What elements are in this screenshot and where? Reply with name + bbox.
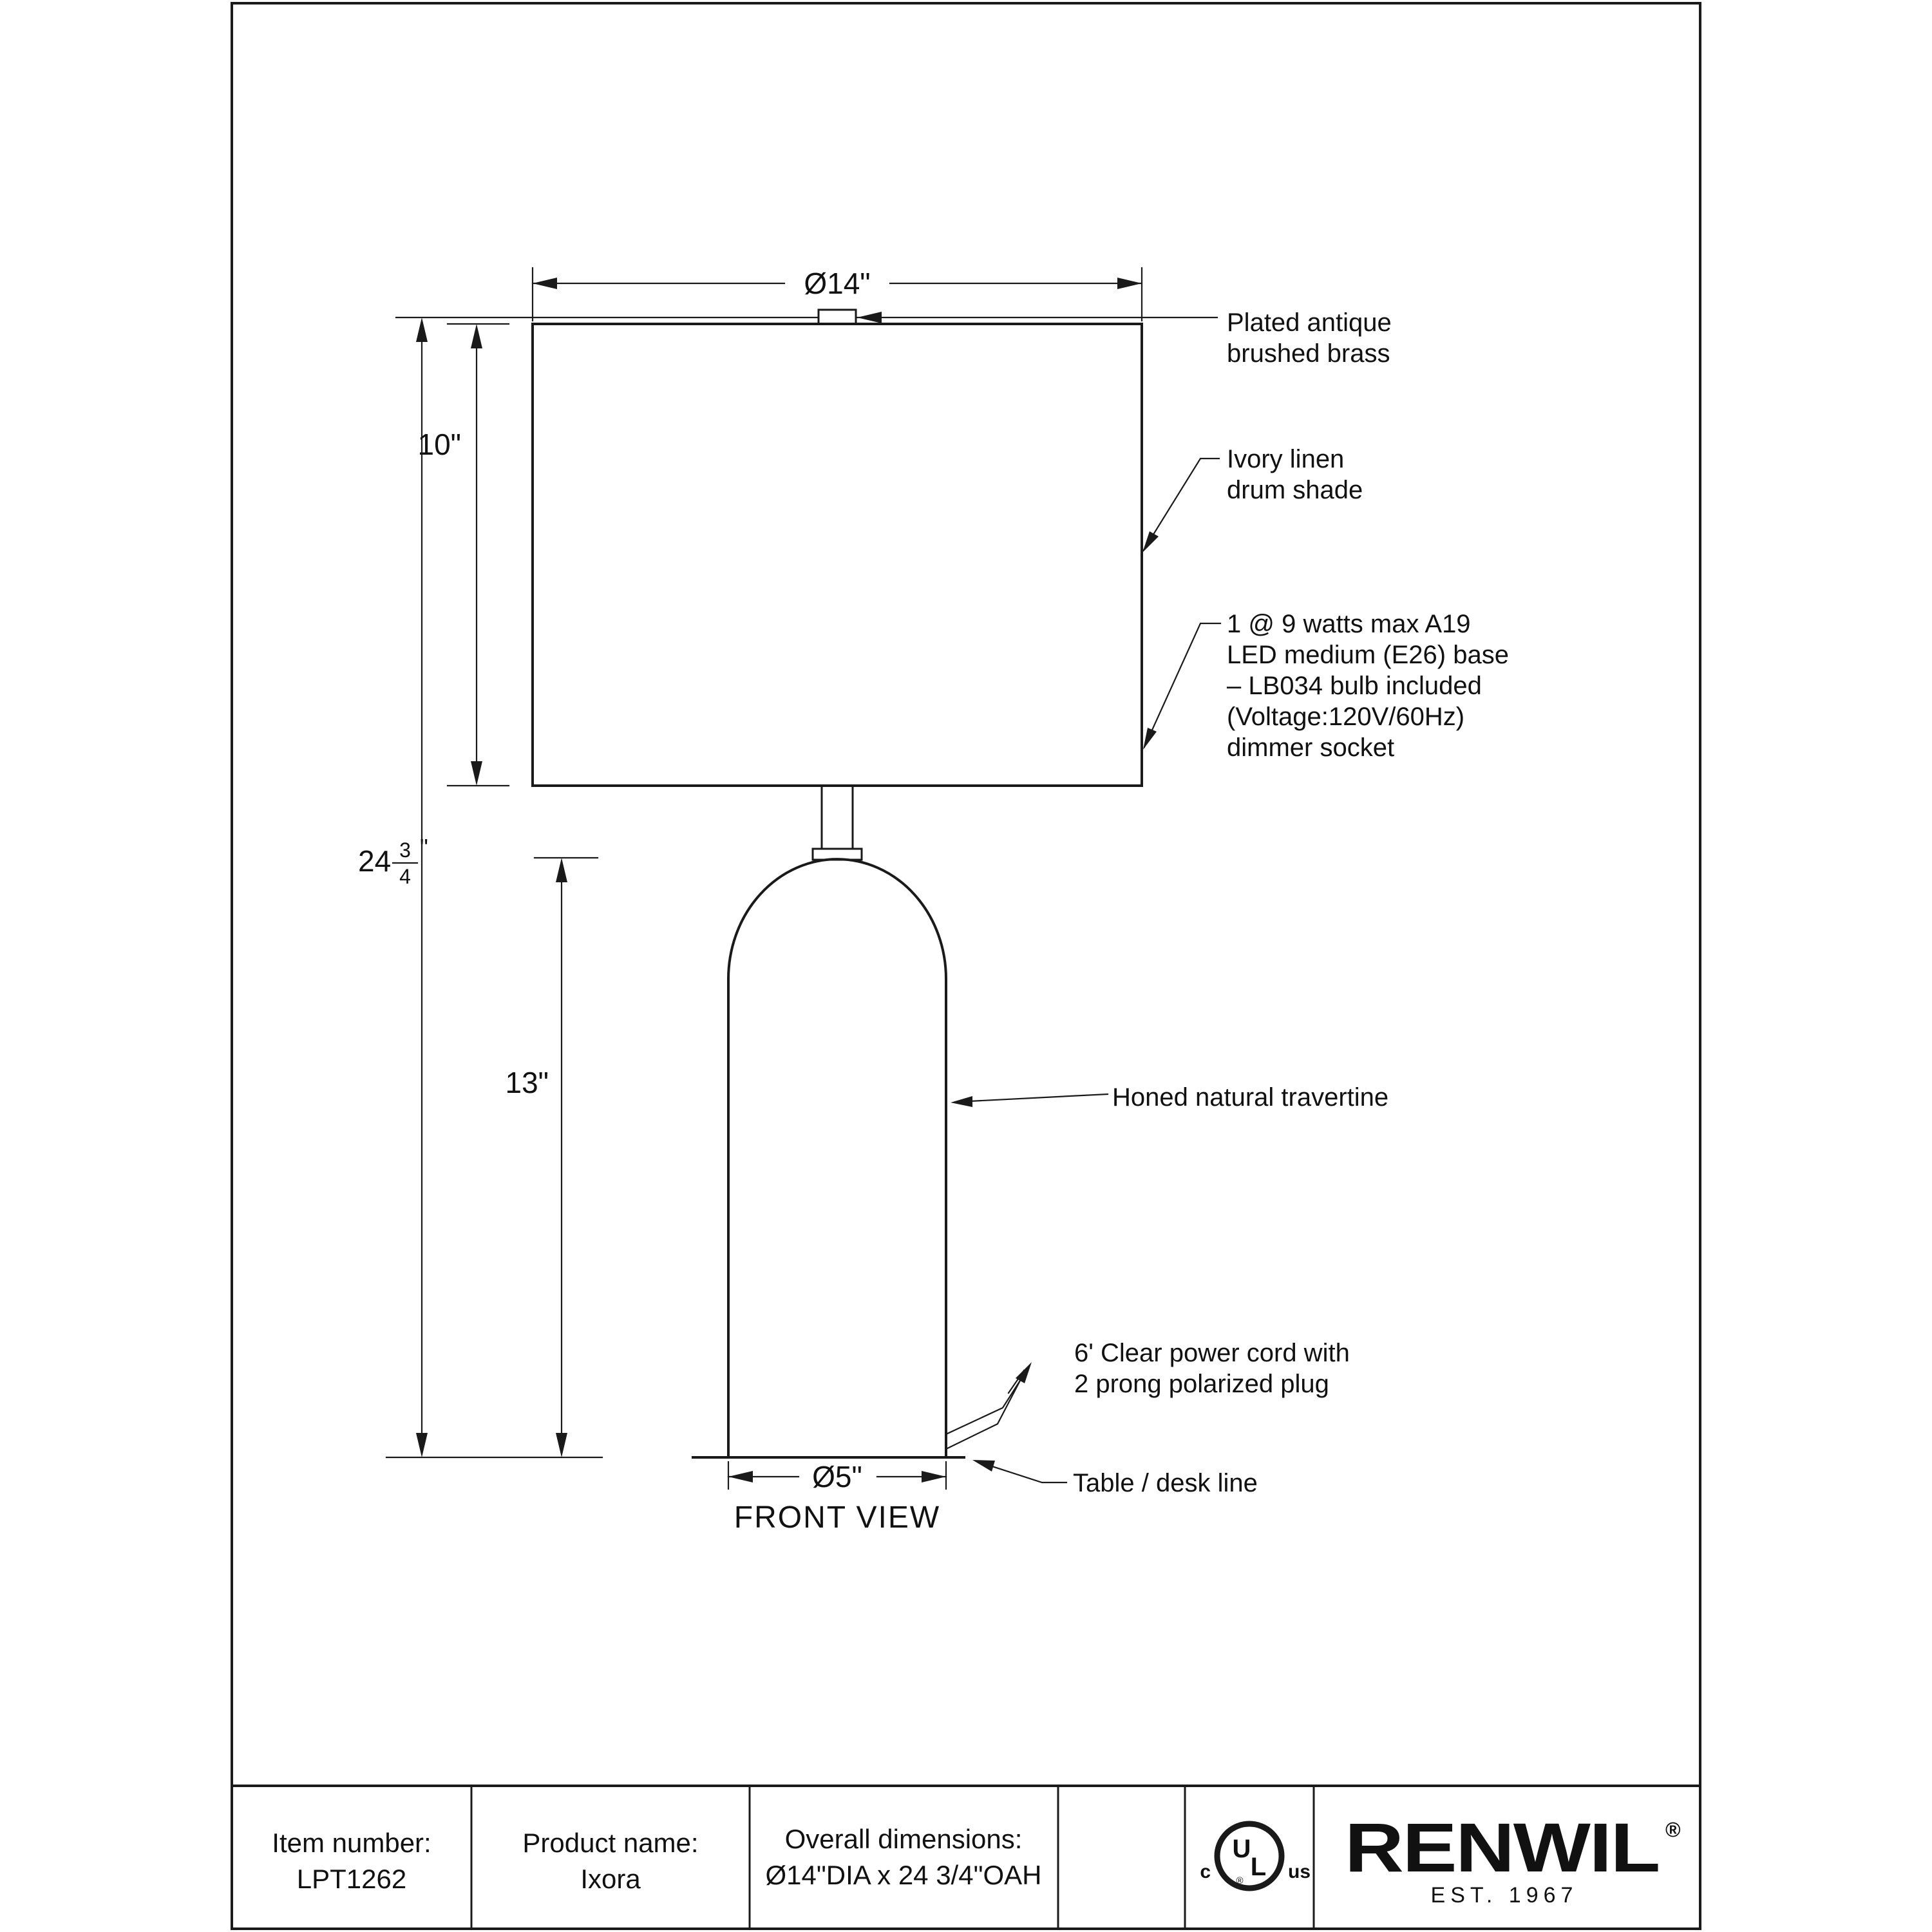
dimension-overall-height bbox=[358, 317, 602, 1457]
bulb-callout-line5: dimmer socket bbox=[1227, 734, 1395, 762]
bulb-leader-arrowhead bbox=[1143, 728, 1157, 750]
body-leader-line bbox=[957, 1094, 1108, 1102]
dimension-text-shade-diameter: Ø14" bbox=[804, 267, 871, 300]
title-block-cell-brand bbox=[1345, 1808, 1681, 1908]
dimension-text-overall-unit: " bbox=[420, 834, 428, 860]
finial-callout-line1: Plated antique bbox=[1227, 308, 1392, 337]
dimension-text-base-diameter: Ø5" bbox=[812, 1460, 862, 1493]
dimension-text-shade-height: 10" bbox=[417, 428, 461, 461]
arrowhead bbox=[471, 761, 482, 786]
front-view-caption: FRONT VIEW bbox=[734, 1501, 941, 1535]
arrowhead bbox=[556, 1433, 567, 1457]
drum-shade-outline bbox=[533, 324, 1142, 786]
body-callout: Honed natural travertine bbox=[1112, 1083, 1389, 1112]
dimension-base-diameter bbox=[728, 1460, 946, 1493]
power-cord-lower-line bbox=[946, 1378, 1021, 1449]
item-number-value: LPT1262 bbox=[296, 1864, 407, 1894]
bulb-leader-line bbox=[1144, 623, 1220, 747]
bulb-callout-line4: (Voltage:120V/60Hz) bbox=[1227, 703, 1465, 731]
ul-letter-l: L bbox=[1250, 1853, 1267, 1881]
title-block-cell-overall-dimensions bbox=[765, 1824, 1041, 1890]
bulb-callout-line2: LED medium (E26) base bbox=[1227, 641, 1509, 669]
ul-us-mark: us bbox=[1288, 1861, 1311, 1882]
dimension-shade-height bbox=[418, 324, 509, 786]
shade-callout-line2: drum shade bbox=[1227, 476, 1363, 504]
arrowhead bbox=[533, 278, 557, 289]
dimension-text-overall-whole: 24 bbox=[358, 844, 392, 878]
brand-logo-text: RENWIL bbox=[1345, 1808, 1659, 1886]
dimension-text-body-height: 13" bbox=[505, 1066, 549, 1099]
arrowhead bbox=[471, 324, 482, 348]
item-number-label: Item number: bbox=[272, 1828, 431, 1858]
table-callout: Table / desk line bbox=[1073, 1469, 1258, 1497]
finial-leader-arrowhead bbox=[857, 312, 882, 323]
overall-dimensions-value: Ø14"DIA x 24 3/4"OAH bbox=[765, 1860, 1042, 1890]
product-name-label: Product name: bbox=[522, 1828, 699, 1858]
lamp-front-view bbox=[396, 310, 1217, 1457]
title-block-cell-certification bbox=[1200, 1824, 1311, 1888]
arrowhead bbox=[1117, 278, 1142, 289]
title-block-cell-item-number bbox=[272, 1828, 431, 1894]
arrowhead bbox=[728, 1471, 753, 1482]
bulb-callout-line1: 1 @ 9 watts max A19 bbox=[1227, 610, 1471, 638]
table-leader-arrowhead bbox=[972, 1460, 995, 1472]
cord-callout-line1: 6' Clear power cord with bbox=[1074, 1339, 1350, 1367]
product-name-value: Ixora bbox=[580, 1864, 641, 1894]
power-cord-upper-line bbox=[946, 1370, 1027, 1434]
arrowhead bbox=[556, 858, 567, 882]
arrowhead bbox=[922, 1471, 946, 1482]
spec-sheet-frame bbox=[232, 3, 1700, 1929]
title-block bbox=[272, 1808, 1681, 1908]
power-cord bbox=[946, 1362, 1032, 1449]
callout-leaders bbox=[951, 459, 1220, 1482]
ul-registered-mark: ® bbox=[1236, 1875, 1244, 1886]
body-leader-arrowhead bbox=[951, 1096, 972, 1107]
ul-letter-u: U bbox=[1232, 1835, 1251, 1863]
arrowhead bbox=[416, 1433, 428, 1457]
brand-established-text: EST. 1967 bbox=[1430, 1883, 1578, 1908]
border-rect bbox=[232, 3, 1700, 1929]
finial bbox=[819, 310, 856, 324]
cord-callout-line2: 2 prong polarized plug bbox=[1074, 1370, 1329, 1398]
ul-canada-mark: c bbox=[1200, 1861, 1211, 1882]
brand-registered-mark: ® bbox=[1665, 1818, 1681, 1841]
dimension-body-height bbox=[506, 858, 598, 1457]
shade-callout-line1: Ivory linen bbox=[1227, 445, 1345, 473]
dimension-shade-diameter bbox=[533, 267, 1142, 321]
shade-leader-arrowhead bbox=[1142, 531, 1159, 553]
overall-dimensions-label: Overall dimensions: bbox=[784, 1824, 1023, 1854]
dimension-text-overall-denominator: 4 bbox=[399, 865, 411, 888]
arrowhead bbox=[416, 317, 428, 342]
title-block-cell-product-name bbox=[522, 1828, 698, 1894]
lamp-body-outline bbox=[728, 859, 946, 1457]
finial-callout-line2: brushed brass bbox=[1227, 339, 1390, 368]
callout-labels bbox=[1073, 308, 1509, 1497]
bulb-callout-line3: – LB034 bulb included bbox=[1227, 672, 1482, 700]
dimension-text-overall-numerator: 3 bbox=[399, 838, 411, 862]
